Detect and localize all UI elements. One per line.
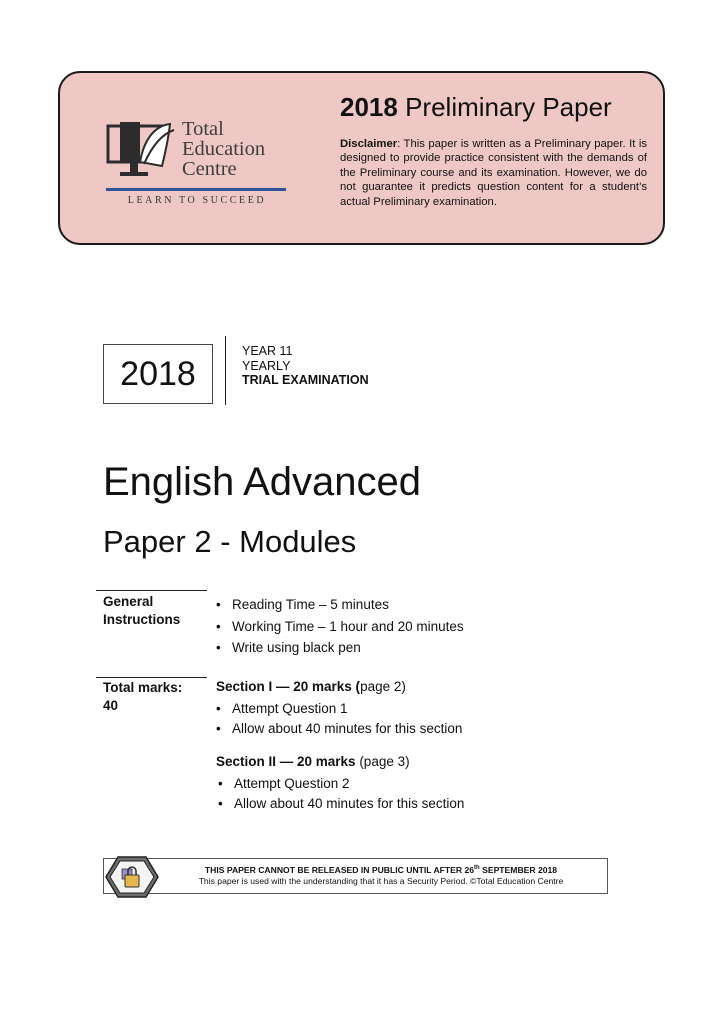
total-marks-label-text: Total marks: xyxy=(103,680,183,695)
exam-type: YEARLY xyxy=(242,358,291,373)
release-warning-sup: th xyxy=(474,865,480,872)
general-instructions-label-line-2: Instructions xyxy=(103,612,181,627)
header-divider xyxy=(225,336,226,405)
section-2-page: (page 3) xyxy=(355,754,410,769)
list-item-text: Allow about 40 minutes for this section xyxy=(234,795,465,811)
bullet-icon: • xyxy=(216,640,221,655)
release-warning-date: SEPTEMBER 2018 xyxy=(479,865,558,875)
logo-name-line-1: Total xyxy=(182,118,224,140)
banner-title xyxy=(340,91,647,123)
list-item-text: Reading Time – 5 minutes xyxy=(232,597,389,612)
section-1-heading xyxy=(216,678,406,696)
footer-text xyxy=(159,865,603,887)
list-item xyxy=(218,774,464,794)
security-note: This paper is used with the understanding that it has a Security Period. ©Total Education Centre xyxy=(198,876,564,886)
general-instructions-label-line-1: General xyxy=(103,594,154,609)
logo-name xyxy=(182,119,292,179)
paper-title: Paper 2 - Modules xyxy=(103,524,357,559)
logo-name-line-3: Centre xyxy=(182,158,237,180)
list-item xyxy=(216,719,462,739)
exam-info xyxy=(242,344,369,388)
bullet-icon: • xyxy=(218,776,223,791)
list-item xyxy=(216,616,464,638)
list-item-text: Allow about 40 minutes for this section xyxy=(232,720,463,736)
bullet-icon: • xyxy=(216,701,221,716)
exam-year-box: 2018 xyxy=(103,344,213,404)
logo-divider xyxy=(106,188,286,191)
general-instructions-label xyxy=(103,593,203,629)
list-item xyxy=(216,637,464,659)
exam-level: YEAR 11 xyxy=(242,344,293,358)
general-instructions-rule xyxy=(96,590,207,591)
list-item xyxy=(218,794,464,814)
logo-name-line-2: Education xyxy=(182,138,266,160)
list-item-text: Attempt Question 1 xyxy=(232,701,348,716)
list-item xyxy=(216,594,464,616)
logo-tagline: LEARN TO SUCCEED xyxy=(127,195,267,206)
section-2-title: Section II — 20 marks xyxy=(216,754,356,769)
section-1-page: page 2) xyxy=(360,679,406,694)
section-2-heading xyxy=(216,753,410,771)
padlock-icon xyxy=(105,855,159,899)
banner-text xyxy=(340,91,647,209)
list-item-text: Write using black pen xyxy=(232,640,361,655)
bullet-icon: • xyxy=(216,597,221,612)
exam-name: TRIAL EXAMINATION xyxy=(242,373,369,387)
disclaimer xyxy=(340,137,647,209)
release-warning-text: THIS PAPER CANNOT BE RELEASED IN PUBLIC UNTIL AFTER 26 xyxy=(204,865,475,875)
section-2-list xyxy=(218,774,464,813)
total-marks-rule xyxy=(96,677,207,678)
disclaimer-text: : This paper is written as a Preliminary paper. It is designed to provide practice consistent with the demands of the Preliminary course and its examination. However, we do not guarantee it predicts question content for a student’s actual Preliminary examination. xyxy=(340,138,647,208)
total-education-centre-logo xyxy=(106,117,288,217)
bullet-icon: • xyxy=(218,795,223,811)
header-banner xyxy=(58,71,665,245)
bullet-icon: • xyxy=(216,720,221,736)
total-marks-label xyxy=(103,679,203,715)
subject-title: English Advanced xyxy=(103,460,422,504)
banner-title-text: Preliminary Paper xyxy=(405,92,612,122)
general-instructions-list xyxy=(216,594,464,659)
bullet-icon: • xyxy=(216,618,221,634)
list-item-text: Attempt Question 2 xyxy=(234,776,350,791)
list-item xyxy=(216,699,462,719)
book-computer-icon xyxy=(106,120,178,186)
release-warning xyxy=(159,865,603,876)
disclaimer-label: Disclaimer xyxy=(340,138,398,150)
section-1-list xyxy=(216,699,462,738)
total-marks-value: 40 xyxy=(103,698,119,713)
security-footer xyxy=(103,858,608,894)
banner-title-year: 2018 xyxy=(340,92,398,122)
list-item-text: Working Time – 1 hour and 20 minutes xyxy=(232,618,464,634)
section-1-title: Section I — 20 marks ( xyxy=(216,679,361,694)
